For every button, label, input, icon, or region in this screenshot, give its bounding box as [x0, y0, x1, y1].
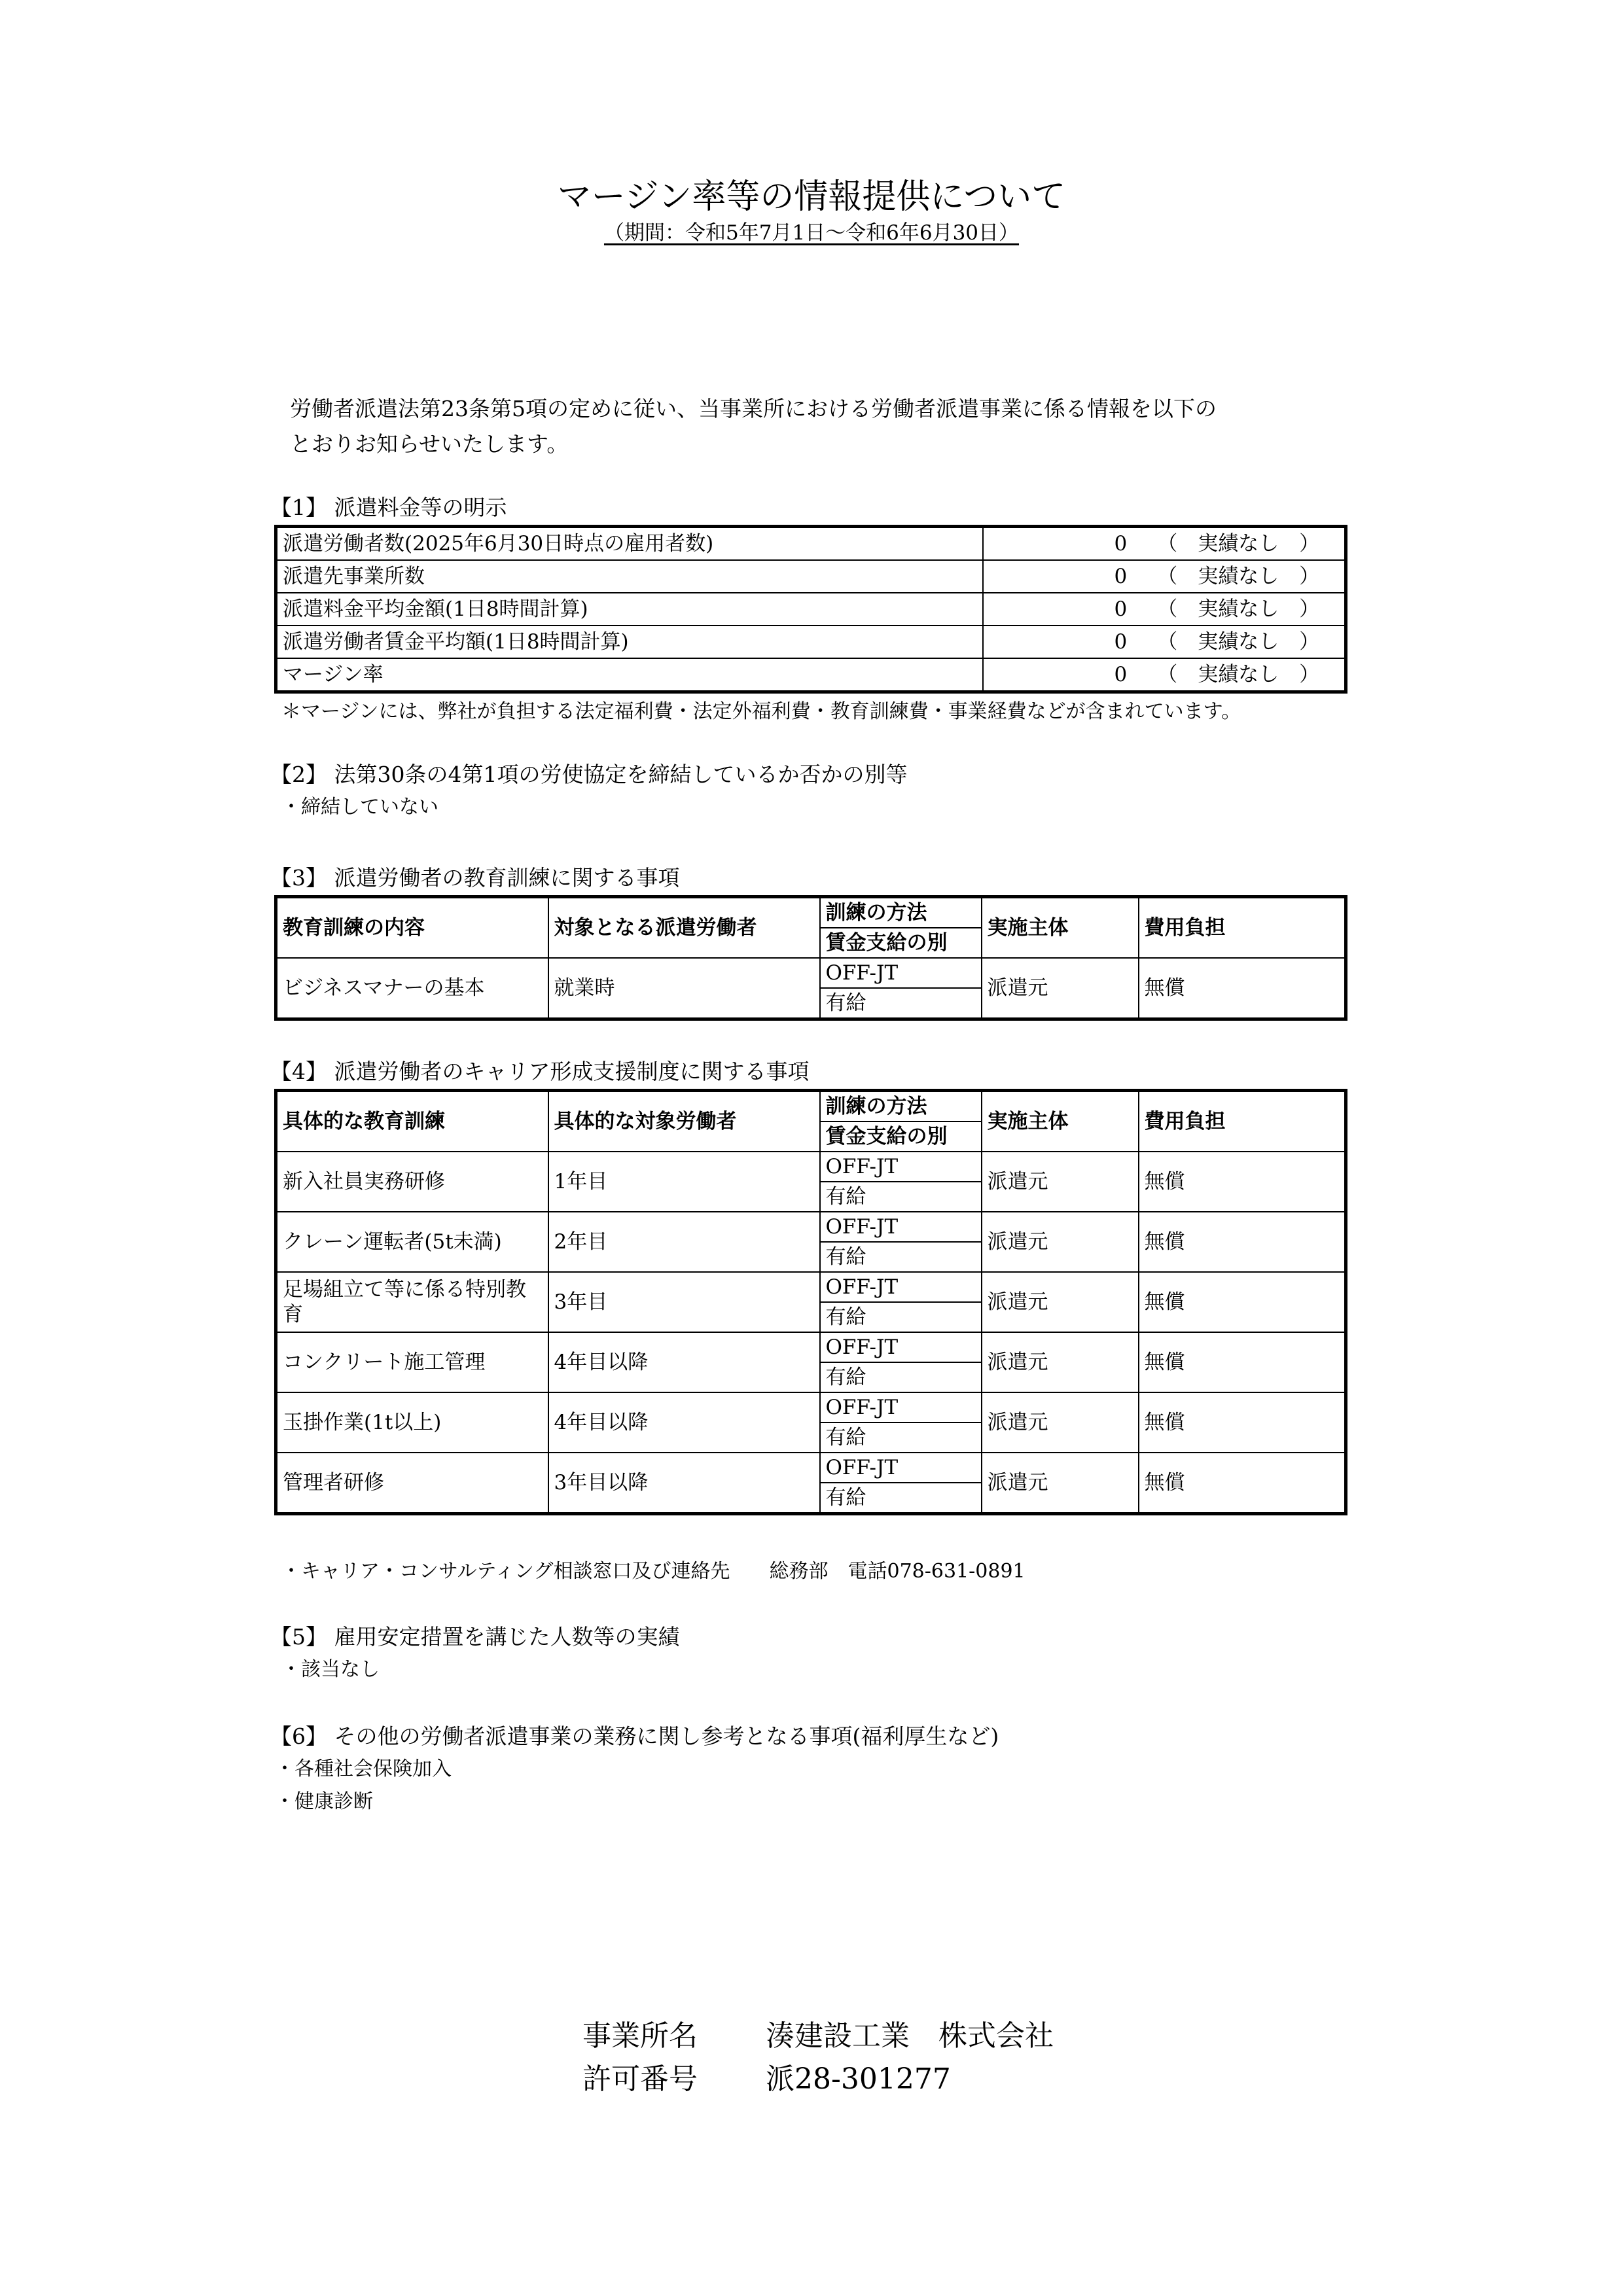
- welfare-item: ・健康診断: [275, 1790, 373, 1813]
- fee-status: （ 実績なし ）: [1157, 663, 1320, 686]
- career-cost: 無償: [1139, 1392, 1346, 1453]
- career-wage: 有給: [820, 1422, 982, 1453]
- career-provider: 派遣元: [982, 1332, 1139, 1392]
- welfare-item: ・各種社会保険加入: [275, 1757, 452, 1780]
- career-cost: 無償: [1139, 1212, 1346, 1272]
- career-target: 3年目: [548, 1272, 820, 1332]
- margin-note: ＊マージンには、弊社が負担する法定福利費・法定外福利費・教育訓練費・事業経費などが含まれています。: [281, 700, 1241, 723]
- career-method: OFF-JT: [820, 1212, 982, 1242]
- header-target: 対象となる派遣労働者: [548, 897, 820, 959]
- fee-status: （ 実績なし ）: [1157, 630, 1320, 654]
- table-row: [276, 658, 1346, 692]
- career-method: OFF-JT: [820, 1332, 982, 1362]
- fee-value: 0: [1114, 630, 1128, 654]
- career-content: 玉掛作業(1t以上): [276, 1392, 548, 1453]
- section3-heading: 【3】 派遣労働者の教育訓練に関する事項: [270, 865, 680, 891]
- header-target: 具体的な対象労働者: [548, 1091, 820, 1152]
- section1-heading: 【1】 派遣料金等の明示: [270, 495, 507, 520]
- table-row: [276, 626, 1346, 658]
- career-method: OFF-JT: [820, 1272, 982, 1302]
- header-content: 具体的な教育訓練: [276, 1091, 548, 1152]
- period-subtitle: [0, 220, 1623, 246]
- career-target: 1年目: [548, 1152, 820, 1212]
- career-cost: 無償: [1139, 1272, 1346, 1332]
- table-header-row: [276, 1091, 1346, 1122]
- license-value: 派28-301277: [766, 2062, 951, 2096]
- career-target: 2年目: [548, 1212, 820, 1272]
- header-wage: 賃金支給の別: [820, 928, 982, 958]
- header-method: 訓練の方法: [820, 897, 982, 928]
- career-provider: 派遣元: [982, 1272, 1139, 1332]
- career-target: 4年目以降: [548, 1332, 820, 1392]
- career-provider: 派遣元: [982, 1212, 1139, 1272]
- training-wage: 有給: [820, 988, 982, 1019]
- training-content: ビジネスマナーの基本: [276, 958, 548, 1019]
- header-provider: 実施主体: [982, 897, 1139, 959]
- training-cost: 無償: [1139, 958, 1346, 1019]
- career-cost: 無償: [1139, 1332, 1346, 1392]
- career-method: OFF-JT: [820, 1392, 982, 1422]
- career-target: 3年目以降: [548, 1453, 820, 1514]
- career-method: OFF-JT: [820, 1152, 982, 1182]
- table-row: [276, 1272, 1346, 1302]
- career-wage: 有給: [820, 1182, 982, 1212]
- page-title: マージン率等の情報提供について: [557, 177, 1066, 217]
- fee-value-cell: [983, 626, 1346, 658]
- career-wage: 有給: [820, 1362, 982, 1392]
- training-table: [274, 895, 1347, 1021]
- table-row: [276, 1152, 1346, 1182]
- career-content: 足場組立て等に係る特別教育: [276, 1272, 548, 1332]
- table-row: [276, 593, 1346, 626]
- career-method: OFF-JT: [820, 1453, 982, 1483]
- table-row: [276, 527, 1346, 561]
- fee-value: 0: [1114, 565, 1128, 588]
- training-provider: 派遣元: [982, 958, 1139, 1019]
- career-provider: 派遣元: [982, 1152, 1139, 1212]
- license-label: 許可番号: [582, 2062, 698, 2096]
- header-content: 教育訓練の内容: [276, 897, 548, 959]
- fee-value: 0: [1114, 532, 1128, 556]
- fee-value-cell: [983, 560, 1346, 593]
- fee-status: （ 実績なし ）: [1157, 565, 1320, 588]
- fee-table: [274, 525, 1347, 694]
- fee-label: 派遣労働者賃金平均額(1日8時間計算): [276, 626, 983, 658]
- section4-heading: 【4】 派遣労働者のキャリア形成支援制度に関する事項: [270, 1059, 810, 1084]
- career-wage: 有給: [820, 1483, 982, 1514]
- fee-status: （ 実績なし ）: [1157, 532, 1320, 556]
- table-row: [276, 1212, 1346, 1242]
- header-provider: 実施主体: [982, 1091, 1139, 1152]
- fee-value: 0: [1114, 597, 1128, 621]
- table-row: [276, 560, 1346, 593]
- career-content: 管理者研修: [276, 1453, 548, 1514]
- section5-note: ・該当なし: [281, 1658, 380, 1681]
- table-row: [276, 1453, 1346, 1483]
- office-value: 湊建設工業 株式会社: [766, 2019, 1054, 2053]
- table-header-row: [276, 897, 1346, 928]
- training-method: OFF-JT: [820, 958, 982, 988]
- header-cost: 費用負担: [1139, 897, 1346, 959]
- header-method: 訓練の方法: [820, 1091, 982, 1122]
- fee-label: 派遣料金平均金額(1日8時間計算): [276, 593, 983, 626]
- intro-line-2: とおりお知らせいたします。: [290, 431, 569, 457]
- fee-value-cell: [983, 527, 1346, 561]
- intro-line-1: 労働者派遣法第23条第5項の定めに従い、当事業所における労働者派遣事業に係る情報を以下の: [290, 396, 1217, 421]
- career-wage: 有給: [820, 1242, 982, 1272]
- career-wage: 有給: [820, 1302, 982, 1332]
- career-content: 新入社員実務研修: [276, 1152, 548, 1212]
- header-cost: 費用負担: [1139, 1091, 1346, 1152]
- header-wage: 賃金支給の別: [820, 1122, 982, 1152]
- career-target: 4年目以降: [548, 1392, 820, 1453]
- table-row: [276, 958, 1346, 988]
- section5-heading: 【5】 雇用安定措置を講じた人数等の実績: [270, 1624, 680, 1650]
- section6-heading: 【6】 その他の労働者派遣事業の業務に関し参考となる事項(福利厚生など): [270, 1723, 999, 1749]
- career-provider: 派遣元: [982, 1392, 1139, 1453]
- career-cost: 無償: [1139, 1453, 1346, 1514]
- table-row: [276, 1332, 1346, 1362]
- table-row: [276, 1392, 1346, 1422]
- fee-label: マージン率: [276, 658, 983, 692]
- fee-status: （ 実績なし ）: [1157, 597, 1320, 621]
- period-text: （期間：令和5年7月1日～令和6年6月30日）: [603, 221, 1020, 245]
- fee-label: 派遣先事業所数: [276, 560, 983, 593]
- training-target: 就業時: [548, 958, 820, 1019]
- career-content: コンクリート施工管理: [276, 1332, 548, 1392]
- career-table: [274, 1089, 1347, 1515]
- career-content: クレーン運転者(5t未満): [276, 1212, 548, 1272]
- fee-value-cell: [983, 658, 1346, 692]
- career-contact-note: ・キャリア・コンサルティング相談窓口及び連絡先 総務部 電話078-631-0891: [281, 1560, 1026, 1583]
- fee-value-cell: [983, 593, 1346, 626]
- office-label: 事業所名: [582, 2019, 698, 2053]
- intro-paragraph: [290, 391, 1363, 462]
- fee-value: 0: [1114, 663, 1128, 686]
- fee-label: 派遣労働者数(2025年6月30日時点の雇用者数): [276, 527, 983, 561]
- section2-heading: 【2】 法第30条の4第1項の労使協定を締結しているか否かの別等: [270, 762, 908, 787]
- career-provider: 派遣元: [982, 1453, 1139, 1514]
- career-cost: 無償: [1139, 1152, 1346, 1212]
- section2-note: ・締結していない: [281, 796, 438, 819]
